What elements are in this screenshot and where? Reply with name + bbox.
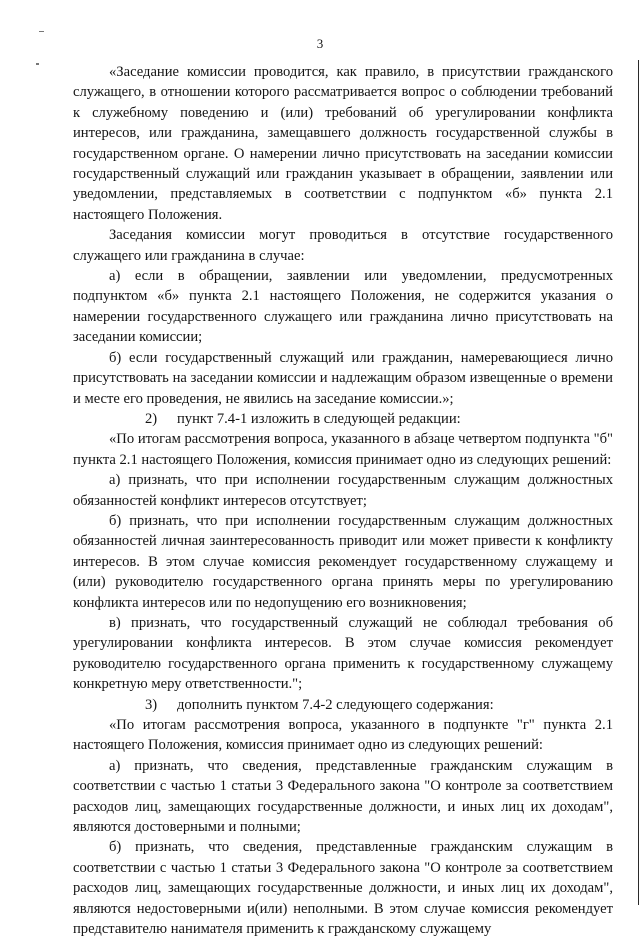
paragraph: «Заседание комиссии проводится, как правило, в присутствии гражданского служащего, в отношении которого рассматривается вопрос о соблюдении требований к служебному поведению и (или) требований об урегулировании конфликта интересов, или гражданина, замещавшего должность государственной службы в государственном органе. О намерении лично присутствовать на заседании комиссии государственный служащий или гражданин указывает в обращении, заявлении или уведомлении, представляемых в соответствии с подпунктом «б» пункта 2.1 настоящего Положения. [73, 64, 613, 223]
paragraph: б) признать, что сведения, представленные гражданским служащим в соответствии с частью 1 статьи 3 Федерального закона "О контроле за соответствием расходов лиц, замещающих государственные должности, и иных лиц их доходам", являются недостоверными и(или) неполными. В этом случае комиссия рекомендует представителю нанимателя применить к гражданскому служащему [73, 839, 613, 938]
list-number: 2) [145, 410, 158, 427]
scan-mark [39, 31, 44, 32]
list-text: дополнить пунктом 7.4-2 следующего содержания: [177, 696, 494, 713]
page-number: 3 [316, 36, 324, 51]
paragraph: а) если в обращении, заявлении или уведомлении, предусмотренных подпунктом «б» пункта 2.1 настоящего Положения, не содержится указания о намерении государственного служащего или гражданина лично присутствовать на заседании комиссии; [73, 268, 613, 346]
list-item-2 [73, 409, 613, 429]
list-number: 3) [145, 696, 158, 713]
scan-edge-line [638, 60, 639, 905]
scan-mark [36, 63, 39, 65]
paragraph: в) признать, что государственный служащий не соблюдал требования об урегулировании конфликта интересов. В этом случае комиссия рекомендует руководителю государственного органа применить к государственному служащему конкретную меру ответственности."; [73, 614, 613, 693]
list-item-3 [73, 695, 613, 715]
paragraph: а) признать, что сведения, представленные гражданским служащим в соответствии с частью 1 статьи 3 Федерального закона "О контроле за соответствием расходов лиц, замещающих государственные должности, и иных лиц их доходам", являются достоверными и полными; [73, 757, 613, 836]
paragraph: б) признать, что при исполнении государственным служащим должностных обязанностей личная заинтересованность приводит или может привести к конфликту интересов. В этом случае комиссия рекомендует государственному служащему и (или) руководителю государственного органа принять меры по урегулированию конфликта интересов или по недопущению его возникновения; [73, 512, 613, 611]
paragraph: а) признать, что при исполнении государственным служащим должностных обязанностей конфликт интересов отсутствует; [73, 472, 613, 509]
paragraph: Заседания комиссии могут проводиться в отсутствие государственного служащего или гражданина в случае: [73, 227, 613, 264]
paragraph: «По итогам рассмотрения вопроса, указанного в абзаце четвертом подпункта "б" пункта 2.1 настоящего Положения, комиссия принимает одно из следующих решений: [73, 431, 613, 468]
paragraph: «По итогам рассмотрения вопроса, указанного в подпункте "г" пункта 2.1 настоящего Положения, комиссия принимает одно из следующих решений: [73, 717, 613, 754]
document-body [73, 62, 613, 939]
list-text: пункт 7.4-1 изложить в следующей редакции: [177, 410, 461, 427]
paragraph: б) если государственный служащий или гражданин, намеревающиеся лично присутствовать на заседании комиссии и надлежащим образом извещенные о времени и месте его проведения, не явились на заседание комиссии.»; [73, 349, 613, 407]
